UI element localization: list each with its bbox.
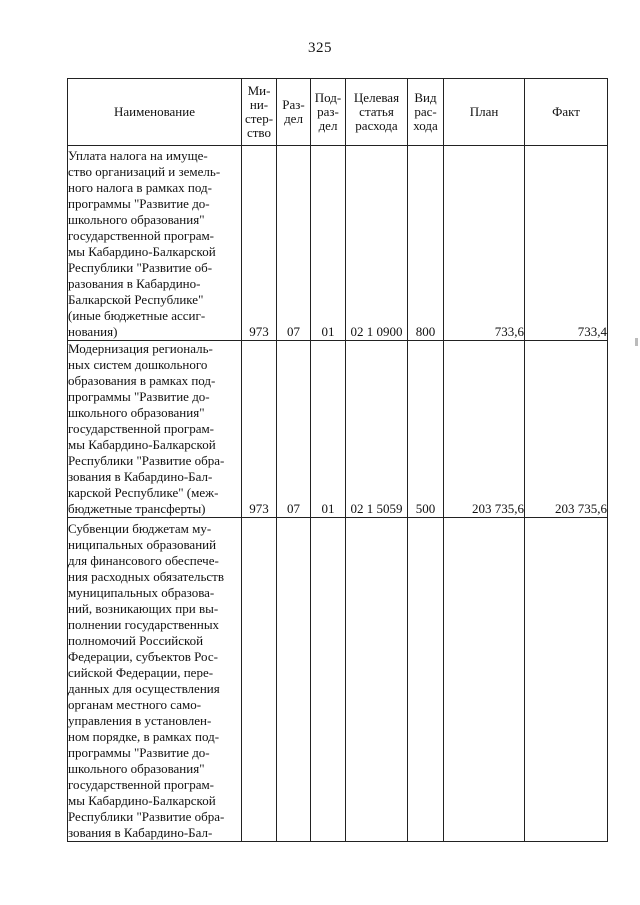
row-section — [277, 518, 311, 842]
row-name: Субвенции бюджетам му- ниципальных образований для финансового обеспече- ния расходных обязательств муниципальных образова- ний, возникающих при вы- полнении государственных полномочий Российской Федерации, субъектов Рос- сийской Федерации, пере- данных для осуществления органам местного само- управления в установлен- ном порядке, в рамках под- программы "Развитие до- школьного образования" государственной програм- мы Кабардино-Балкарской Республики "Развитие обра- зования в Кабардино-Бал- — [68, 518, 242, 842]
row-plan: 733,6 — [444, 146, 525, 341]
header-name: Наименование — [68, 79, 242, 146]
row-target-article: 02 1 5059 — [346, 341, 408, 518]
header-ministry: Ми- ни- стер- ство — [242, 79, 277, 146]
header-section: Раз- дел — [277, 79, 311, 146]
row-subsection: 01 — [311, 146, 346, 341]
row-target-article — [346, 518, 408, 842]
header-expense-type: Вид рас- хода — [408, 79, 444, 146]
row-expense-type: 800 — [408, 146, 444, 341]
header-subsection: Под- раз- дел — [311, 79, 346, 146]
row-ministry — [242, 518, 277, 842]
row-fact: 733,4 — [525, 146, 608, 341]
row-fact: 203 735,6 — [525, 341, 608, 518]
row-subsection — [311, 518, 346, 842]
row-fact — [525, 518, 608, 842]
row-expense-type: 500 — [408, 341, 444, 518]
header-fact: Факт — [525, 79, 608, 146]
row-subsection: 01 — [311, 341, 346, 518]
row-name: Уплата налога на имуще- ство организаций и земель- ного налога в рамках под- программы "Развитие до- школьного образования" государственной програм- мы Кабардино-Балкарской Республики "Развитие об- разования в Кабардино- Балкарской Республике" (иные бюджетные ассиг- нования) — [68, 146, 242, 341]
row-ministry: 973 — [242, 341, 277, 518]
row-target-article: 02 1 0900 — [346, 146, 408, 341]
header-target-article: Целевая статья расхода — [346, 79, 408, 146]
header-plan: План — [444, 79, 525, 146]
table-row — [68, 146, 608, 341]
row-name: Модернизация региональ- ных систем дошкольного образования в рамках под- программы "Развитие до- школьного образования" государственной програм- мы Кабардино-Балкарской Республики "Развитие обра- зования в Кабардино-Бал- карской Республике" (меж- бюджетные трансферты) — [68, 341, 242, 518]
row-plan: 203 735,6 — [444, 341, 525, 518]
table-header-row — [68, 79, 608, 146]
row-expense-type — [408, 518, 444, 842]
table-row — [68, 518, 608, 842]
row-ministry: 973 — [242, 146, 277, 341]
table-row — [68, 341, 608, 518]
row-plan — [444, 518, 525, 842]
row-section: 07 — [277, 146, 311, 341]
budget-table — [67, 78, 608, 842]
row-section: 07 — [277, 341, 311, 518]
scan-edge-mark — [635, 338, 638, 346]
page-number: 325 — [308, 40, 332, 56]
